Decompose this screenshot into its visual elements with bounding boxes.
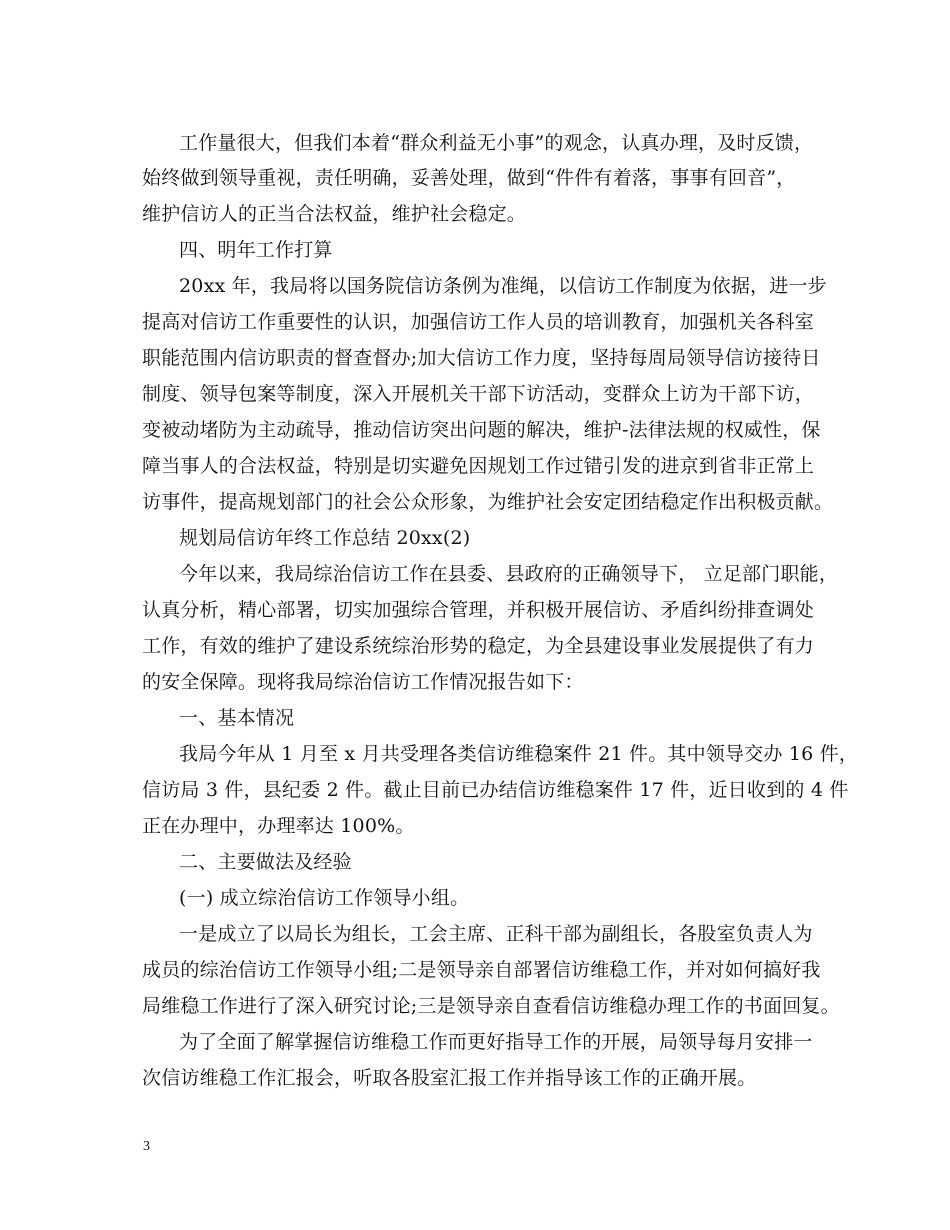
body-text-line: 提高对信访工作重要性的认识，加强信访工作人员的培训教育，加强机关各科室 [142, 311, 815, 333]
body-text-line: 我局今年从 1 月至 x 月共受理各类信访维稳案件 21 件。其中领导交办 16 件， [179, 743, 859, 765]
body-text-line: 次信访维稳工作汇报会，听取各股室汇报工作并指导该工作的正确开展。 [142, 1067, 757, 1089]
body-text-line: 一是成立了以局长为组长，工会主席、正科干部为副组长，各股室负责人为 [179, 923, 813, 945]
body-text-line: 认真分析，精心部署，切实加强综合管理，并积极开展信访、矛盾纠纷排查调处 [142, 599, 815, 621]
section-heading: 一、基本情况 [179, 707, 295, 729]
page-number: 3 [143, 1139, 150, 1154]
body-text-line: 信访局 3 件，县纪委 2 件。截止目前已办结信访维稳案件 17 件，近日收到的 4 件 [142, 779, 849, 801]
body-text-line: 始终做到领导重视，责任明确，妥善处理，做到“件件有着落，事事有回音”， [142, 167, 796, 189]
body-text-line: 工作，有效的维护了建设系统综治形势的稳定，为全县建设事业发展提供了有力 [142, 635, 815, 657]
body-text-line: 维护信访人的正当合法权益，维护社会稳定。 [142, 203, 527, 225]
body-text-line: 变被动堵防为主动疏导，推动信访突出问题的解决，维护-法律法规的权威性，保 [142, 419, 821, 441]
body-text-line: 职能范围内信访职责的督查督办;加大信访工作力度，坚持每周局领导信访接待日 [142, 347, 821, 369]
body-text-line: 20xx 年，我局将以国务院信访条例为准绳，以信访工作制度为依据，进一步 [179, 275, 827, 297]
body-text-line: 正在办理中，办理率达 100%。 [142, 815, 415, 837]
body-text-line: 局维稳工作进行了深入研究讨论;三是领导亲自查看信访维稳办理工作的书面回复。 [142, 995, 840, 1017]
document-title: 规划局信访年终工作总结 20xx(2) [179, 527, 471, 549]
section-heading: 四、明年工作打算 [179, 239, 333, 261]
body-text-line: 成员的综治信访工作领导小组;二是领导亲自部署信访维稳工作，并对如何搞好我 [142, 959, 821, 981]
body-text-line: 的安全保障。现将我局综治信访工作情况报告如下： [142, 671, 584, 693]
body-text-line: 今年以来，我局综治信访工作在县委、县政府的正确领导下， 立足部门职能， [179, 563, 839, 585]
body-text-line: 访事件，提高规划部门的社会公众形象，为维护社会安定团结稳定作出积极贡献。 [142, 491, 834, 513]
body-text-line: 制度、领导包案等制度，深入开展机关干部下访活动，变群众上访为干部下访， [142, 383, 815, 405]
body-text-line: 工作量很大，但我们本着“群众利益无小事”的观念，认真办理，及时反馈， [179, 132, 814, 154]
section-heading: 二、主要做法及经验 [179, 851, 352, 873]
body-text-line: 为了全面了解掌握信访维稳工作而更好指导工作的开展，局领导每月安排一 [179, 1031, 813, 1053]
subsection-heading: (一) 成立综治信访工作领导小组。 [179, 887, 470, 909]
body-text-line: 障当事人的合法权益，特别是切实避免因规划工作过错引发的进京到省非正常上 [142, 455, 815, 477]
